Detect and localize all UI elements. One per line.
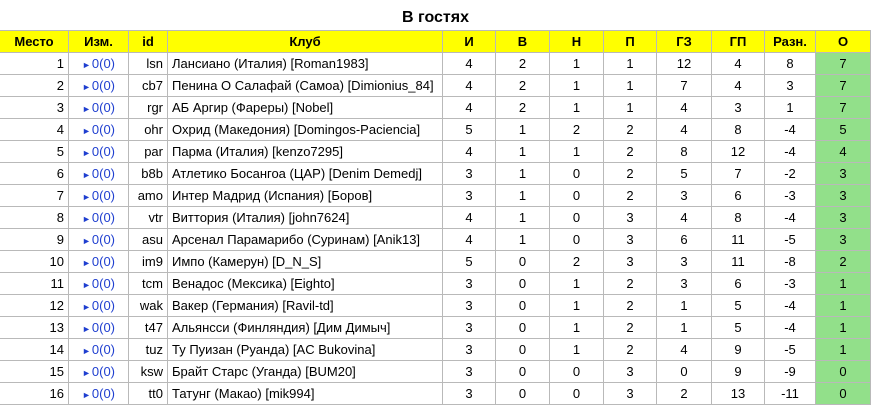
change-cell: [69, 119, 129, 141]
club-name-cell[interactable]: Альянсси (Финляндия) [Дим Димыч]: [168, 317, 443, 339]
goal-diff-cell: 1: [765, 97, 816, 119]
club-id-cell: t47: [129, 317, 168, 339]
change-cell: [69, 229, 129, 251]
club-id-cell: tt0: [129, 383, 168, 405]
goals-for-cell: 3: [657, 273, 712, 295]
wins-cell: 1: [496, 207, 550, 229]
change-cell: [69, 339, 129, 361]
wins-cell: 0: [496, 383, 550, 405]
club-name-cell[interactable]: АБ Аргир (Фареры) [Nobel]: [168, 97, 443, 119]
losses-cell: 1: [604, 97, 657, 119]
club-name-cell[interactable]: Татунг (Макао) [mik994]: [168, 383, 443, 405]
change-cell: [69, 361, 129, 383]
wins-cell: 2: [496, 97, 550, 119]
draws-cell: 1: [550, 53, 604, 75]
club-id-cell: tuz: [129, 339, 168, 361]
points-cell: 1: [816, 317, 871, 339]
page-title: В гостях: [402, 9, 469, 26]
change-cell: [69, 317, 129, 339]
games-cell: 5: [443, 251, 496, 273]
wins-cell: 1: [496, 141, 550, 163]
games-cell: 5: [443, 119, 496, 141]
losses-cell: 3: [604, 383, 657, 405]
goals-against-cell: 6: [712, 185, 765, 207]
wins-cell: 0: [496, 361, 550, 383]
change-value[interactable]: 0(0): [91, 78, 116, 93]
col-header-losses[interactable]: П: [604, 31, 657, 53]
losses-cell: 3: [604, 361, 657, 383]
col-header-id[interactable]: id: [129, 31, 168, 53]
points-cell: 7: [816, 53, 871, 75]
change-value[interactable]: 0(0): [91, 386, 116, 401]
points-cell: 2: [816, 251, 871, 273]
club-id-cell: amo: [129, 185, 168, 207]
triangle-right-icon: ►: [81, 258, 91, 268]
goals-against-cell: 12: [712, 141, 765, 163]
triangle-right-icon: ►: [81, 390, 91, 400]
club-id-cell: vtr: [129, 207, 168, 229]
draws-cell: 0: [550, 163, 604, 185]
goals-against-cell: 4: [712, 53, 765, 75]
triangle-right-icon: ►: [81, 148, 91, 158]
table-row: [0, 251, 871, 273]
club-name-cell[interactable]: Парма (Италия) [kenzo7295]: [168, 141, 443, 163]
goals-for-cell: 5: [657, 163, 712, 185]
draws-cell: 1: [550, 273, 604, 295]
goal-diff-cell: -4: [765, 119, 816, 141]
points-cell: 1: [816, 295, 871, 317]
club-name-cell[interactable]: Охрид (Македония) [Domingos-Paciencia]: [168, 119, 443, 141]
change-cell: [69, 383, 129, 405]
club-name-cell[interactable]: Вакер (Германия) [Ravil-td]: [168, 295, 443, 317]
draws-cell: 0: [550, 383, 604, 405]
table-row: [0, 317, 871, 339]
goals-for-cell: 4: [657, 97, 712, 119]
draws-cell: 0: [550, 361, 604, 383]
games-cell: 4: [443, 97, 496, 119]
club-name-cell[interactable]: Ту Пуизан (Руанда) [AC Bukovina]: [168, 339, 443, 361]
club-id-cell: rgr: [129, 97, 168, 119]
draws-cell: 1: [550, 75, 604, 97]
points-cell: 4: [816, 141, 871, 163]
place-cell: 13: [0, 317, 69, 339]
goals-against-cell: 6: [712, 273, 765, 295]
goal-diff-cell: -4: [765, 141, 816, 163]
change-cell: [69, 53, 129, 75]
change-cell: [69, 207, 129, 229]
place-cell: 6: [0, 163, 69, 185]
change-value[interactable]: 0(0): [91, 254, 116, 269]
wins-cell: 1: [496, 119, 550, 141]
goals-for-cell: 0: [657, 361, 712, 383]
triangle-right-icon: ►: [81, 368, 91, 378]
draws-cell: 1: [550, 295, 604, 317]
losses-cell: 1: [604, 75, 657, 97]
goals-for-cell: 7: [657, 75, 712, 97]
goal-diff-cell: 8: [765, 53, 816, 75]
club-name-cell[interactable]: Интер Мадрид (Испания) [Боров]: [168, 185, 443, 207]
change-value[interactable]: 0(0): [91, 364, 116, 379]
goal-diff-cell: -8: [765, 251, 816, 273]
goals-against-cell: 8: [712, 207, 765, 229]
table-row: [0, 97, 871, 119]
draws-cell: 2: [550, 251, 604, 273]
goal-diff-cell: -2: [765, 163, 816, 185]
goals-against-cell: 9: [712, 361, 765, 383]
change-value[interactable]: 0(0): [91, 276, 116, 291]
table-row: [0, 383, 871, 405]
col-header-place[interactable]: Место: [0, 31, 69, 53]
col-header-goal-diff[interactable]: Разн.: [765, 31, 816, 53]
wins-cell: 1: [496, 229, 550, 251]
club-name-cell[interactable]: Виттория (Италия) [john7624]: [168, 207, 443, 229]
goals-for-cell: 4: [657, 339, 712, 361]
change-cell: [69, 75, 129, 97]
draws-cell: 0: [550, 229, 604, 251]
triangle-right-icon: ►: [81, 236, 91, 246]
wins-cell: 1: [496, 185, 550, 207]
goal-diff-cell: -3: [765, 185, 816, 207]
goals-for-cell: 6: [657, 229, 712, 251]
table-row: [0, 361, 871, 383]
points-cell: 0: [816, 383, 871, 405]
goal-diff-cell: -3: [765, 273, 816, 295]
goals-for-cell: 3: [657, 251, 712, 273]
club-name-cell[interactable]: Арсенал Парамарибо (Суринам) [Anik13]: [168, 229, 443, 251]
triangle-right-icon: ►: [81, 214, 91, 224]
games-cell: 4: [443, 141, 496, 163]
goal-diff-cell: -4: [765, 207, 816, 229]
place-cell: 3: [0, 97, 69, 119]
triangle-right-icon: ►: [81, 126, 91, 136]
change-value[interactable]: 0(0): [91, 232, 116, 247]
draws-cell: 1: [550, 141, 604, 163]
change-cell: [69, 141, 129, 163]
draws-cell: 1: [550, 97, 604, 119]
col-header-club[interactable]: Клуб: [168, 31, 443, 53]
games-cell: 4: [443, 229, 496, 251]
wins-cell: 0: [496, 273, 550, 295]
games-cell: 3: [443, 273, 496, 295]
points-cell: 7: [816, 97, 871, 119]
club-id-cell: par: [129, 141, 168, 163]
goals-against-cell: 11: [712, 229, 765, 251]
triangle-right-icon: ►: [81, 170, 91, 180]
losses-cell: 2: [604, 141, 657, 163]
goal-diff-cell: -4: [765, 317, 816, 339]
club-id-cell: im9: [129, 251, 168, 273]
losses-cell: 2: [604, 185, 657, 207]
club-id-cell: tcm: [129, 273, 168, 295]
table-row: [0, 207, 871, 229]
place-cell: 12: [0, 295, 69, 317]
change-value[interactable]: 0(0): [91, 342, 116, 357]
wins-cell: 0: [496, 317, 550, 339]
table-row: [0, 295, 871, 317]
table-row: [0, 53, 871, 75]
table-row: [0, 163, 871, 185]
goals-against-cell: 11: [712, 251, 765, 273]
wins-cell: 0: [496, 339, 550, 361]
wins-cell: 2: [496, 53, 550, 75]
triangle-right-icon: ►: [81, 192, 91, 202]
club-id-cell: cb7: [129, 75, 168, 97]
place-cell: 8: [0, 207, 69, 229]
draws-cell: 2: [550, 119, 604, 141]
triangle-right-icon: ►: [81, 346, 91, 356]
club-name-cell[interactable]: Брайт Старс (Уганда) [BUM20]: [168, 361, 443, 383]
points-cell: 3: [816, 185, 871, 207]
goal-diff-cell: -11: [765, 383, 816, 405]
draws-cell: 0: [550, 185, 604, 207]
club-id-cell: asu: [129, 229, 168, 251]
points-cell: 3: [816, 207, 871, 229]
change-value[interactable]: 0(0): [91, 56, 116, 71]
club-id-cell: ksw: [129, 361, 168, 383]
change-cell: [69, 97, 129, 119]
goal-diff-cell: -4: [765, 295, 816, 317]
table-row: [0, 119, 871, 141]
draws-cell: 1: [550, 339, 604, 361]
wins-cell: 0: [496, 251, 550, 273]
losses-cell: 1: [604, 53, 657, 75]
games-cell: 3: [443, 317, 496, 339]
goals-for-cell: 2: [657, 383, 712, 405]
club-id-cell: ohr: [129, 119, 168, 141]
table-row: [0, 339, 871, 361]
club-id-cell: b8b: [129, 163, 168, 185]
place-cell: 7: [0, 185, 69, 207]
change-cell: [69, 185, 129, 207]
place-cell: 1: [0, 53, 69, 75]
wins-cell: 1: [496, 163, 550, 185]
losses-cell: 3: [604, 251, 657, 273]
goal-diff-cell: -5: [765, 229, 816, 251]
games-cell: 3: [443, 383, 496, 405]
col-header-draws[interactable]: Н: [550, 31, 604, 53]
table-row: [0, 229, 871, 251]
goals-for-cell: 1: [657, 317, 712, 339]
goals-for-cell: 4: [657, 119, 712, 141]
goal-diff-cell: 3: [765, 75, 816, 97]
place-cell: 14: [0, 339, 69, 361]
goals-against-cell: 13: [712, 383, 765, 405]
triangle-right-icon: ►: [81, 280, 91, 290]
goals-for-cell: 12: [657, 53, 712, 75]
triangle-right-icon: ►: [81, 82, 91, 92]
place-cell: 5: [0, 141, 69, 163]
triangle-right-icon: ►: [81, 302, 91, 312]
standings-table: [0, 30, 871, 405]
points-cell: 0: [816, 361, 871, 383]
triangle-right-icon: ►: [81, 324, 91, 334]
change-value[interactable]: 0(0): [91, 320, 116, 335]
change-value[interactable]: 0(0): [91, 100, 116, 115]
change-value[interactable]: 0(0): [91, 210, 116, 225]
col-header-points[interactable]: О: [816, 31, 871, 53]
table-row: [0, 185, 871, 207]
triangle-right-icon: ►: [81, 60, 91, 70]
club-name-cell[interactable]: Пенина О Салафай (Самоа) [Dimionius_84]: [168, 75, 443, 97]
club-name-cell[interactable]: Лансиано (Италия) [Roman1983]: [168, 53, 443, 75]
col-header-change[interactable]: Изм.: [69, 31, 129, 53]
club-id-cell: wak: [129, 295, 168, 317]
table-row: [0, 141, 871, 163]
games-cell: 3: [443, 339, 496, 361]
goals-for-cell: 3: [657, 185, 712, 207]
points-cell: 1: [816, 273, 871, 295]
wins-cell: 2: [496, 75, 550, 97]
col-header-games[interactable]: И: [443, 31, 496, 53]
goals-against-cell: 5: [712, 295, 765, 317]
goal-diff-cell: -5: [765, 339, 816, 361]
goals-for-cell: 8: [657, 141, 712, 163]
club-name-cell[interactable]: Венадос (Мексика) [Eighto]: [168, 273, 443, 295]
goals-against-cell: 4: [712, 75, 765, 97]
col-header-goals-for[interactable]: ГЗ: [657, 31, 712, 53]
goals-against-cell: 7: [712, 163, 765, 185]
club-id-cell: lsn: [129, 53, 168, 75]
change-value[interactable]: 0(0): [91, 144, 116, 159]
goal-diff-cell: -9: [765, 361, 816, 383]
goals-against-cell: 5: [712, 317, 765, 339]
change-cell: [69, 295, 129, 317]
wins-cell: 0: [496, 295, 550, 317]
place-cell: 4: [0, 119, 69, 141]
header-row: [0, 31, 871, 53]
games-cell: 3: [443, 163, 496, 185]
draws-cell: 1: [550, 317, 604, 339]
losses-cell: 2: [604, 339, 657, 361]
goals-against-cell: 9: [712, 339, 765, 361]
goals-for-cell: 4: [657, 207, 712, 229]
change-value[interactable]: 0(0): [91, 188, 116, 203]
club-name-cell[interactable]: Импо (Камерун) [D_N_S]: [168, 251, 443, 273]
points-cell: 5: [816, 119, 871, 141]
triangle-right-icon: ►: [81, 104, 91, 114]
games-cell: 3: [443, 185, 496, 207]
games-cell: 3: [443, 295, 496, 317]
change-cell: [69, 163, 129, 185]
points-cell: 1: [816, 339, 871, 361]
points-cell: 3: [816, 229, 871, 251]
col-header-wins[interactable]: В: [496, 31, 550, 53]
change-value[interactable]: 0(0): [91, 298, 116, 313]
draws-cell: 0: [550, 207, 604, 229]
goals-for-cell: 1: [657, 295, 712, 317]
losses-cell: 2: [604, 295, 657, 317]
place-cell: 2: [0, 75, 69, 97]
losses-cell: 2: [604, 163, 657, 185]
place-cell: 9: [0, 229, 69, 251]
losses-cell: 3: [604, 229, 657, 251]
place-cell: 16: [0, 383, 69, 405]
goals-against-cell: 3: [712, 97, 765, 119]
change-value[interactable]: 0(0): [91, 122, 116, 137]
change-cell: [69, 251, 129, 273]
games-cell: 4: [443, 53, 496, 75]
points-cell: 7: [816, 75, 871, 97]
points-cell: 3: [816, 163, 871, 185]
change-value[interactable]: 0(0): [91, 166, 116, 181]
games-cell: 4: [443, 75, 496, 97]
goals-against-cell: 8: [712, 119, 765, 141]
club-name-cell[interactable]: Атлетико Босангоа (ЦАР) [Denim Demedj]: [168, 163, 443, 185]
place-cell: 15: [0, 361, 69, 383]
table-row: [0, 273, 871, 295]
place-cell: 11: [0, 273, 69, 295]
losses-cell: 2: [604, 273, 657, 295]
losses-cell: 2: [604, 317, 657, 339]
col-header-goals-against[interactable]: ГП: [712, 31, 765, 53]
losses-cell: 2: [604, 119, 657, 141]
place-cell: 10: [0, 251, 69, 273]
games-cell: 4: [443, 207, 496, 229]
games-cell: 3: [443, 361, 496, 383]
change-cell: [69, 273, 129, 295]
losses-cell: 3: [604, 207, 657, 229]
table-row: [0, 75, 871, 97]
